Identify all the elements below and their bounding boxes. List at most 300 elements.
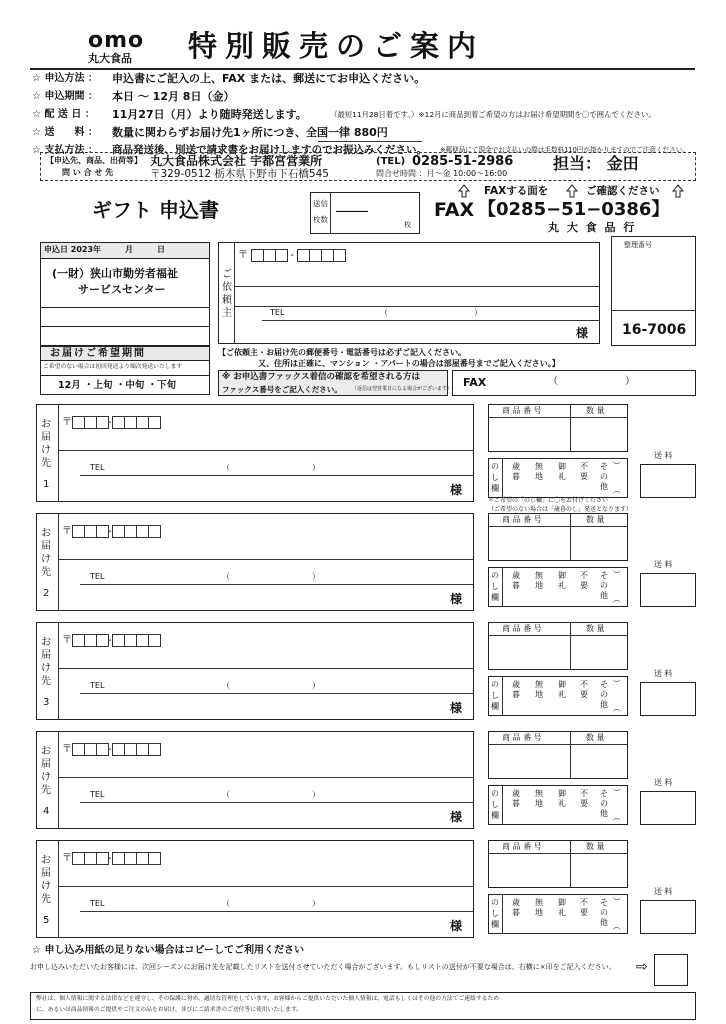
noshi-option-char: 無 <box>535 898 543 907</box>
delivery-address-line <box>58 886 473 887</box>
noshi-option[interactable] <box>598 462 610 492</box>
contact-label-1: 【申込先、商品、出荷等】 <box>46 156 142 165</box>
noshi-label-char: の <box>491 898 499 907</box>
logo-text: 丸大食品 <box>88 52 132 65</box>
fax-confirm-note: （返信は翌営業日になる場合がございます） <box>352 386 453 392</box>
noshi-option-char: そ <box>600 462 608 471</box>
delivery-tel-underline <box>80 693 473 694</box>
qty-label: 数 量 <box>586 515 605 524</box>
period-title: お届けご希望期間 <box>50 348 146 359</box>
contact-company: 丸大食品株式会社 宇都宮営業所 <box>150 154 323 168</box>
noshi-option[interactable] <box>510 571 522 591</box>
contact-label-2: 問 い 合 せ 先 <box>62 168 114 177</box>
noshi-label <box>489 570 501 603</box>
noshi-option[interactable] <box>510 898 522 918</box>
ref-label: 整理番号 <box>624 241 652 249</box>
noshi-option-char: 要 <box>580 908 588 917</box>
noshi-label-char: の <box>491 680 499 689</box>
client-sama: 様 <box>576 326 589 340</box>
noshi-divider <box>502 786 503 824</box>
product-number-input[interactable] <box>489 636 569 669</box>
delivery-label-char: け <box>41 445 51 456</box>
info-payment-value: 商品発送後、別送で請求書をお届けしますのでお振込みください。 <box>112 144 427 156</box>
shipping-label: 送 料 <box>654 887 673 896</box>
delivery-zip[interactable] <box>62 631 160 647</box>
delivery-label <box>40 854 52 906</box>
list-note: お申し込みいただいたお客様には、次回シーズンにお届け先を記載したリストを送付させていただく場合がございます。もしリストの送付が不要な場合は、右横に×印をご記入ください。 <box>30 963 616 971</box>
zip-digit[interactable] <box>275 249 288 262</box>
delivery-tel-open: （ <box>222 572 230 581</box>
delivery-label-char: お <box>41 855 51 866</box>
noshi-option[interactable] <box>598 789 610 819</box>
delivery-sama: 様 <box>450 919 463 933</box>
client-tel-underline <box>262 320 600 321</box>
delivery-label <box>40 636 52 688</box>
noshi-option-char: 歳 <box>512 789 520 798</box>
noshi-option-char: 他 <box>600 809 608 818</box>
noshi-option-char: 要 <box>580 799 588 808</box>
delivery-label-char: け <box>41 554 51 565</box>
shipping-label: 送 料 <box>654 560 673 569</box>
shipping-box[interactable] <box>640 573 696 607</box>
product-label: 商 品 番 号 <box>502 624 542 633</box>
noshi-other-open: ） <box>612 570 621 578</box>
delivery-zip[interactable] <box>62 849 160 865</box>
noshi-option-char: の <box>600 799 608 808</box>
fax-number: 【0285−51−0386】 <box>478 199 670 220</box>
noshi-other-open: ） <box>612 788 621 796</box>
delivery-tel-underline <box>80 911 473 912</box>
noshi-option-char: 不 <box>580 898 588 907</box>
title-underline <box>30 68 695 70</box>
noshi-option-char: 不 <box>580 680 588 689</box>
noshi-label-char: の <box>491 789 499 798</box>
fax-confirm-label: FAX <box>463 376 487 389</box>
noshi-option-char: 御 <box>558 571 566 580</box>
product-number-input[interactable] <box>489 745 569 778</box>
applicant-extra-1[interactable] <box>40 307 210 327</box>
delivery-label-char: 届 <box>41 759 51 770</box>
delivery-address-line <box>58 668 473 669</box>
noshi-option-char: 歳 <box>512 680 520 689</box>
delivery-zip[interactable] <box>62 413 160 429</box>
delivery-sama: 様 <box>450 592 463 606</box>
noshi-option[interactable] <box>578 898 590 918</box>
fax-confirm-input[interactable] <box>452 370 696 396</box>
noshi-option-char: 暮 <box>512 908 520 917</box>
qty-label: 数 量 <box>586 406 605 415</box>
noshi-label-char: 欄 <box>491 702 499 711</box>
shipping-box[interactable] <box>640 900 696 934</box>
noshi-option-char: 不 <box>580 571 588 580</box>
noshi-option[interactable] <box>556 898 568 918</box>
delivery-tel-label: TEL <box>90 899 105 908</box>
noshi-option-char: 無 <box>535 462 543 471</box>
delivery-label-divider <box>58 405 59 501</box>
delivery-tel-open: （ <box>222 463 230 472</box>
noshi-option-char: 礼 <box>558 581 566 590</box>
fax-confirm-close: ） <box>625 376 635 387</box>
info-method-value: 申込書にご記入の上、FAX または、郵送にてお申込ください。 <box>112 72 426 85</box>
noshi-other-close: （ <box>612 486 621 494</box>
delivery-number: 5 <box>43 915 50 926</box>
quantity-input[interactable] <box>571 636 627 669</box>
client-label: ご依頼主 <box>222 269 232 319</box>
delivery-label-divider <box>58 841 59 937</box>
noshi-option[interactable] <box>578 462 590 482</box>
delivery-number: 3 <box>43 697 50 708</box>
info-shipping-value: 数量に関わらずお届け先1ヶ所につき、全国一律 880円 <box>112 126 388 139</box>
noshi-option-char: 暮 <box>512 799 520 808</box>
quantity-input[interactable] <box>571 745 627 778</box>
info-shipping-label: ☆ 送 料 ： <box>32 127 98 138</box>
noshi-option[interactable] <box>533 462 545 482</box>
applicant-org-1: (一財）狭山市勤労者福祉 <box>52 267 179 280</box>
client-tel-close: ） <box>474 308 482 317</box>
noshi-option[interactable] <box>556 571 568 591</box>
noshi-other-open: ） <box>612 897 621 905</box>
noshi-divider <box>502 459 503 497</box>
delivery-sama: 様 <box>450 483 463 497</box>
delivery-label-char: 届 <box>41 432 51 443</box>
zip-prefix: 〒 <box>62 853 72 864</box>
zip-dash: - <box>108 417 112 428</box>
info-method-label: ☆ 申込方法 ： <box>32 73 98 84</box>
delivery-tel-label: TEL <box>90 572 105 581</box>
qty-label: 数 量 <box>586 733 605 742</box>
page-title: 特別販売のご案内 <box>188 29 485 63</box>
delivery-label-char: 先 <box>41 894 51 905</box>
quantity-input[interactable] <box>571 418 627 451</box>
delivery-label <box>40 418 52 470</box>
delivery-tel-close: ） <box>312 790 320 799</box>
delivery-label-char: 届 <box>41 541 51 552</box>
delivery-label-char: お <box>41 528 51 539</box>
fax-confirm-1: ※ お申込書ファックス着信の確認を希望される方は <box>222 372 420 382</box>
delivery-label <box>40 745 52 797</box>
shipping-underline <box>318 141 422 142</box>
shipping-label: 送 料 <box>654 778 673 787</box>
fax-confirm-open: （ <box>548 376 558 387</box>
noshi-other-close: （ <box>612 813 621 821</box>
delivery-address-line <box>58 450 473 451</box>
send-label-2: 枚数 <box>313 215 328 224</box>
noshi-option-char: 礼 <box>558 799 566 808</box>
noshi-option[interactable] <box>578 571 590 591</box>
delivery-tel-underline <box>80 802 473 803</box>
noshi-option-char: 地 <box>535 690 543 699</box>
delivery-zip[interactable] <box>62 522 160 538</box>
noshi-option-char: 暮 <box>512 581 520 590</box>
contact-address: 〒329-0512 栃木県下野市下石橋545 <box>150 168 329 180</box>
arrow-up-icon <box>458 184 470 198</box>
client-tel-label: TEL <box>270 308 285 317</box>
contact-hours: 問合せ時間 ：月～金 10:00～16:00 <box>376 169 508 178</box>
delivery-label-divider <box>58 514 59 610</box>
noshi-label-char: の <box>491 462 499 471</box>
delivery-tel-label: TEL <box>90 790 105 799</box>
info-payment-label: ☆ 支払方法 ： <box>32 145 98 156</box>
client-tel-open: （ <box>380 308 388 317</box>
noshi-option-char: そ <box>600 571 608 580</box>
address-note-1: 【ご依頼主・お届け先の郵便番号・電話番号は必ずご記入ください。 <box>218 348 466 357</box>
delivery-sama: 様 <box>450 701 463 715</box>
noshi-option[interactable] <box>510 462 522 482</box>
client-tel-line <box>234 306 599 307</box>
noshi-option-char: 他 <box>600 591 608 600</box>
shipping-box[interactable] <box>640 682 696 716</box>
noshi-option[interactable] <box>598 898 610 928</box>
shipping-label: 送 料 <box>654 669 673 678</box>
noshi-option-char: 歳 <box>512 571 520 580</box>
noshi-label <box>489 897 501 930</box>
noshi-option-char: 暮 <box>512 472 520 481</box>
noshi-option-char: 礼 <box>558 690 566 699</box>
zip-prefix: 〒 <box>62 417 72 428</box>
product-label: 商 品 番 号 <box>502 733 542 742</box>
product-number-input[interactable] <box>489 854 569 887</box>
info-period-label: ☆ 申込期間 ： <box>32 91 98 102</box>
noshi-label-char: し <box>491 909 499 918</box>
noshi-other-close: （ <box>612 595 621 603</box>
logo-mark: omo <box>88 28 145 53</box>
product-label: 商 品 番 号 <box>502 515 542 524</box>
delivery-number: 2 <box>43 588 50 599</box>
fax-label: FAX <box>434 199 475 221</box>
noshi-other-open: ） <box>612 461 621 469</box>
delivery-tel-open: （ <box>222 681 230 690</box>
delivery-label-char: 届 <box>41 868 51 879</box>
noshi-option[interactable] <box>533 680 545 700</box>
privacy-1: 弊社は、個人情報に関する法律などを遵守し、その保護に努め、適切な管理をしています。お客様からご提供いただいた個人情報は、電話もしくはその他の方法でご連絡するため <box>36 996 500 1002</box>
client-address-line <box>234 286 599 287</box>
zip-dash: - <box>108 635 112 646</box>
delivery-address-line <box>58 777 473 778</box>
delivery-zip[interactable] <box>62 740 160 756</box>
noshi-label-char: 欄 <box>491 593 499 602</box>
delivery-tel-close: ） <box>312 681 320 690</box>
noshi-option[interactable] <box>556 680 568 700</box>
delivery-label-char: 先 <box>41 567 51 578</box>
noshi-note-1: ＊ご希望の「のし欄」に〇をお付けください <box>488 497 609 504</box>
fax-confirm-2: ファックス番号をご記入ください。 <box>222 385 342 394</box>
noshi-option-char: 歳 <box>512 462 520 471</box>
quantity-input[interactable] <box>571 527 627 560</box>
zip-dash: - <box>108 744 112 755</box>
noshi-option-char: の <box>600 908 608 917</box>
delivery-tel-open: （ <box>222 790 230 799</box>
applicant-org-2: サービスセンター <box>78 283 166 296</box>
noshi-option-char: 要 <box>580 472 588 481</box>
delivery-label-char: け <box>41 881 51 892</box>
ref-divider <box>612 310 695 311</box>
delivery-tel-label: TEL <box>90 681 105 690</box>
noshi-label-char: し <box>491 691 499 700</box>
noshi-other-open: ） <box>612 679 621 687</box>
client-zip[interactable] <box>238 246 345 262</box>
product-label: 商 品 番 号 <box>502 842 542 851</box>
fax-company: 丸 大 食 品 行 <box>548 221 637 234</box>
noshi-option-char: の <box>600 581 608 590</box>
delivery-label-divider <box>58 623 59 719</box>
privacy-2: に、あるいは商品情報のご提供やご注文の品をお届け、並びにご請求書のご送付等に使用いたします。 <box>36 1007 302 1013</box>
noshi-option-char: 御 <box>558 789 566 798</box>
noshi-label <box>489 461 501 494</box>
noshi-option-char: 暮 <box>512 690 520 699</box>
delivery-label-char: 先 <box>41 458 51 469</box>
noshi-option-char: 御 <box>558 898 566 907</box>
noshi-option-char: 無 <box>535 680 543 689</box>
delivery-tel-close: ） <box>312 463 320 472</box>
shipping-box[interactable] <box>640 464 696 498</box>
noshi-option-char: そ <box>600 680 608 689</box>
arrow-right-icon: ⇨ <box>636 959 648 975</box>
arrow-up-icon <box>566 184 578 198</box>
delivery-label-char: お <box>41 746 51 757</box>
noshi-option-char: 不 <box>580 789 588 798</box>
noshi-option[interactable] <box>598 571 610 601</box>
period-options[interactable]: 12月 ・上旬 ・中旬 ・下旬 <box>58 380 177 391</box>
noshi-option-char: の <box>600 690 608 699</box>
info-period-value: 本日 ～ 12月 8日（金） <box>112 90 235 103</box>
delivery-label-char: お <box>41 419 51 430</box>
delivery-label-divider <box>58 732 59 828</box>
delivery-label-char: 届 <box>41 650 51 661</box>
noshi-option-char: 歳 <box>512 898 520 907</box>
noshi-option-char: 無 <box>535 789 543 798</box>
noshi-other-close: （ <box>612 922 621 930</box>
address-note-2: 又、住所は正確に、マンション ・アパートの場合は部屋番号までご記入ください。】 <box>258 359 560 368</box>
shipping-label: 送 料 <box>654 451 673 460</box>
delivery-sama: 様 <box>450 810 463 824</box>
noshi-option[interactable] <box>533 789 545 809</box>
send-count-divider <box>330 193 331 233</box>
zip-digit[interactable] <box>333 249 346 262</box>
product-number-input[interactable] <box>489 418 569 451</box>
noshi-option-char: 御 <box>558 462 566 471</box>
noshi-option-char: 地 <box>535 908 543 917</box>
noshi-divider <box>502 895 503 933</box>
contact-tel-label: (TEL) <box>376 156 406 167</box>
noshi-label-char: の <box>491 571 499 580</box>
delivery-tel-open: （ <box>222 899 230 908</box>
zip-digit[interactable] <box>148 743 161 756</box>
noshi-option-char: の <box>600 472 608 481</box>
noshi-option-char: そ <box>600 789 608 798</box>
noshi-label-char: 欄 <box>491 920 499 929</box>
info-payment-note: ※郵便局にて現金でお支払いの際は手数料110円が掛かりますのでご注意ください。 <box>440 146 689 154</box>
delivery-tel-underline <box>80 475 473 476</box>
client-label-divider <box>234 243 235 343</box>
noshi-option-char: 地 <box>535 799 543 808</box>
info-delivery-note: （最短11月28日着です。）※12月に商品到着ご希望の方はお届け希望期間を〇で囲んでください。 <box>330 110 656 119</box>
noshi-option[interactable] <box>533 571 545 591</box>
delivery-number: 4 <box>43 806 50 817</box>
noshi-label <box>489 788 501 821</box>
product-label: 商 品 番 号 <box>502 406 542 415</box>
noshi-option-char: 他 <box>600 918 608 927</box>
delivery-label-char: け <box>41 663 51 674</box>
list-optout-checkbox[interactable] <box>654 954 688 986</box>
zip-digit[interactable] <box>148 525 161 538</box>
delivery-tel-close: ） <box>312 899 320 908</box>
delivery-label-char: お <box>41 637 51 648</box>
send-label-1: 送信 <box>313 199 328 208</box>
delivery-tel-label: TEL <box>90 463 105 472</box>
noshi-option-char: 地 <box>535 472 543 481</box>
shipping-box[interactable] <box>640 791 696 825</box>
contact-tel: 0285-51-2986 <box>412 154 514 169</box>
zip-digit[interactable] <box>148 852 161 865</box>
arrow-up-icon <box>672 184 684 198</box>
noshi-other-close: （ <box>612 704 621 712</box>
delivery-label-char: 先 <box>41 785 51 796</box>
noshi-option[interactable] <box>578 789 590 809</box>
noshi-label-char: し <box>491 473 499 482</box>
form-title: ギフト 申込書 <box>92 198 219 222</box>
noshi-option-char: 礼 <box>558 472 566 481</box>
delivery-label-char: け <box>41 772 51 783</box>
quantity-input[interactable] <box>571 854 627 887</box>
zip-dash: - <box>108 853 112 864</box>
noshi-option-char: 他 <box>600 700 608 709</box>
product-number-input[interactable] <box>489 527 569 560</box>
noshi-option[interactable] <box>556 462 568 482</box>
delivery-address-line <box>58 559 473 560</box>
noshi-option[interactable] <box>510 680 522 700</box>
applicant-extra-2[interactable] <box>40 326 210 346</box>
qty-label: 数 量 <box>586 624 605 633</box>
zip-digit[interactable] <box>148 416 161 429</box>
zip-dash: - <box>108 526 112 537</box>
delivery-tel-underline <box>80 584 473 585</box>
zip-prefix: 〒 <box>62 744 72 755</box>
noshi-label-char: 欄 <box>491 811 499 820</box>
noshi-option[interactable] <box>510 789 522 809</box>
info-delivery-value: 11月27日（月）より随時発送します。 <box>112 108 307 121</box>
noshi-option-char: 他 <box>600 482 608 491</box>
noshi-option[interactable] <box>598 680 610 710</box>
noshi-divider <box>502 568 503 606</box>
period-note: ご希望のない場合は初回発送より順次発送いたします <box>43 364 183 370</box>
noshi-option[interactable] <box>556 789 568 809</box>
send-unit: 枚 <box>404 221 411 229</box>
delivery-tel-close: ） <box>312 572 320 581</box>
noshi-option[interactable] <box>533 898 545 918</box>
noshi-note-2: （ご希望のない場合は「歳暮のし」発送となります） <box>488 506 633 513</box>
info-delivery-label: ☆ 配 送 日 ： <box>32 109 95 120</box>
noshi-label <box>489 679 501 712</box>
zip-prefix: 〒 <box>62 635 72 646</box>
apply-date: 申込日 2023年 月 日 <box>44 245 166 254</box>
qty-label: 数 量 <box>586 842 605 851</box>
zip-prefix: 〒 <box>238 250 248 261</box>
ref-number: 16-7006 <box>622 322 687 338</box>
noshi-option[interactable] <box>578 680 590 700</box>
noshi-divider <box>502 677 503 715</box>
noshi-option-char: 礼 <box>558 908 566 917</box>
noshi-option-char: 要 <box>580 581 588 590</box>
zip-digit[interactable] <box>148 634 161 647</box>
noshi-option-char: 地 <box>535 581 543 590</box>
contact-person: 担当： 金田 <box>553 154 639 173</box>
zip-prefix: 〒 <box>62 526 72 537</box>
copy-note: ☆ 申し込み用紙の足りない場合はコピーしてご利用ください <box>32 945 305 956</box>
noshi-option-char: 要 <box>580 690 588 699</box>
noshi-option-char: そ <box>600 898 608 907</box>
delivery-label <box>40 527 52 579</box>
noshi-label-char: し <box>491 582 499 591</box>
